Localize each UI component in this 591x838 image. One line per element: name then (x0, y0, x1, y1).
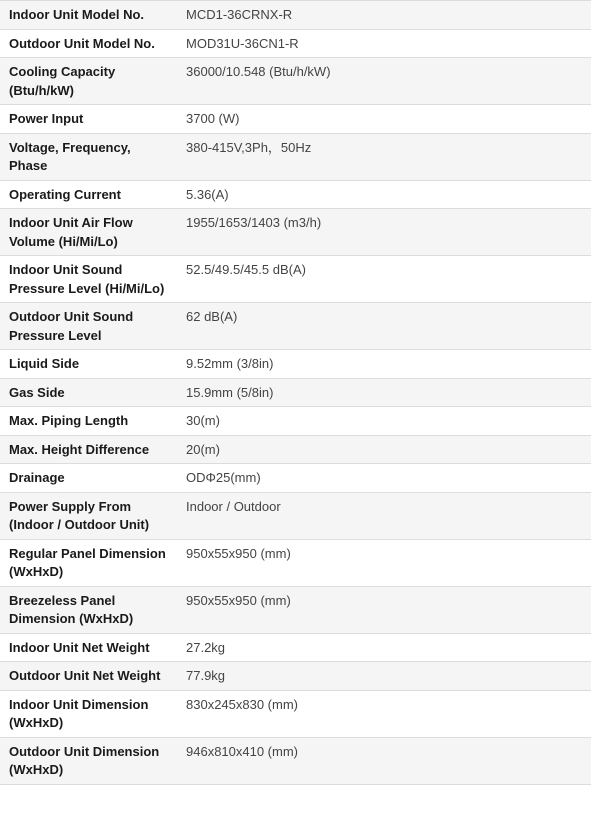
table-row (0, 29, 591, 58)
table-row (0, 662, 591, 691)
spec-label: Indoor Unit Net Weight (0, 633, 177, 662)
table-row (0, 105, 591, 134)
table-row (0, 690, 591, 737)
spec-label: Outdoor Unit Dimension (WxHxD) (0, 737, 177, 784)
table-row (0, 539, 591, 586)
spec-label: Indoor Unit Dimension (WxHxD) (0, 690, 177, 737)
table-row (0, 464, 591, 493)
spec-table-body (0, 1, 591, 785)
spec-label: Operating Current (0, 180, 177, 209)
spec-value: 62 dB(A) (177, 303, 591, 350)
table-row (0, 633, 591, 662)
spec-label: Cooling Capacity (Btu/h/kW) (0, 58, 177, 105)
spec-value: MOD31U-36CN1-R (177, 29, 591, 58)
table-row (0, 133, 591, 180)
table-row (0, 180, 591, 209)
table-row (0, 256, 591, 303)
spec-label: Power Supply From (Indoor / Outdoor Unit) (0, 492, 177, 539)
table-row (0, 737, 591, 784)
table-row (0, 407, 591, 436)
table-row (0, 350, 591, 379)
spec-value: 27.2kg (177, 633, 591, 662)
table-row (0, 303, 591, 350)
spec-label: Liquid Side (0, 350, 177, 379)
spec-value: 3700 (W) (177, 105, 591, 134)
spec-value: ODΦ25(mm) (177, 464, 591, 493)
spec-value: 950x55x950 (mm) (177, 539, 591, 586)
spec-label: Indoor Unit Sound Pressure Level (Hi/Mi/Lo) (0, 256, 177, 303)
table-row (0, 209, 591, 256)
spec-label: Outdoor Unit Model No. (0, 29, 177, 58)
spec-value: 77.9kg (177, 662, 591, 691)
table-row (0, 58, 591, 105)
spec-label: Indoor Unit Air Flow Volume (Hi/Mi/Lo) (0, 209, 177, 256)
spec-value: 946x810x410 (mm) (177, 737, 591, 784)
table-row (0, 492, 591, 539)
spec-value: Indoor / Outdoor (177, 492, 591, 539)
spec-label: Max. Piping Length (0, 407, 177, 436)
spec-label: Voltage, Frequency, Phase (0, 133, 177, 180)
spec-value: MCD1-36CRNX-R (177, 1, 591, 30)
spec-label: Max. Height Difference (0, 435, 177, 464)
spec-value: 36000/10.548 (Btu/h/kW) (177, 58, 591, 105)
spec-label: Outdoor Unit Net Weight (0, 662, 177, 691)
spec-label: Breezeless Panel Dimension (WxHxD) (0, 586, 177, 633)
table-row (0, 1, 591, 30)
spec-value: 950x55x950 (mm) (177, 586, 591, 633)
spec-label: Gas Side (0, 378, 177, 407)
spec-value: 52.5/49.5/45.5 dB(A) (177, 256, 591, 303)
spec-label: Outdoor Unit Sound Pressure Level (0, 303, 177, 350)
spec-value: 20(m) (177, 435, 591, 464)
spec-value: 9.52mm (3/8in) (177, 350, 591, 379)
spec-value: 15.9mm (5/8in) (177, 378, 591, 407)
spec-label: Drainage (0, 464, 177, 493)
spec-value: 830x245x830 (mm) (177, 690, 591, 737)
spec-label: Indoor Unit Model No. (0, 1, 177, 30)
spec-value: 30(m) (177, 407, 591, 436)
spec-value: 5.36(A) (177, 180, 591, 209)
spec-value: 1955/1653/1403 (m3/h) (177, 209, 591, 256)
table-row (0, 378, 591, 407)
table-row (0, 586, 591, 633)
spec-label: Regular Panel Dimension (WxHxD) (0, 539, 177, 586)
spec-label: Power Input (0, 105, 177, 134)
spec-value: 380-415V,3Ph，50Hz (177, 133, 591, 180)
table-row (0, 435, 591, 464)
